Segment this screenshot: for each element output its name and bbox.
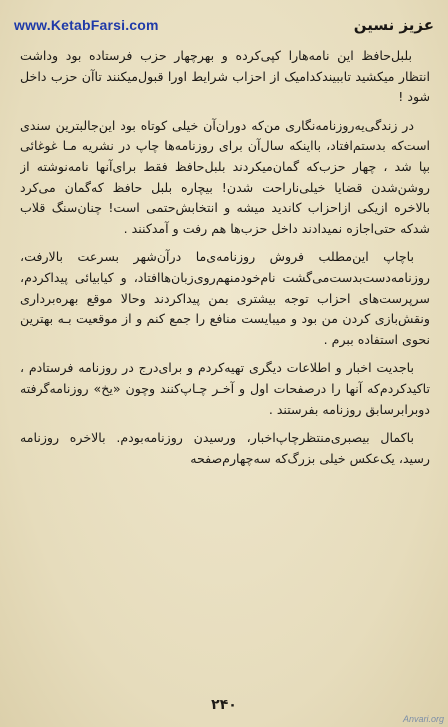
watermark: Anvari.org [402, 714, 444, 724]
author-name: عزیز نسین [353, 16, 434, 34]
page-number: ۲۴۰ [211, 697, 237, 713]
paragraph: بلبل‌حافظ این نامه‌هارا کپی‌کرده و بهرچهار حزب فرستاده بود وداشت انتظار میکشید تاببیندکدامیک از احزاب شرایط اورا قبول‌میکنند تاآن حزب داخل شود ! [20, 48, 430, 105]
site-url[interactable]: www.KetabFarsi.com [14, 17, 159, 33]
paragraph: باکمال بیصبری‌منتظر‌چاپ‌اخبار، ورسیدن روزنامه‌بودم. بالاخره روزنامه رسید، یک‌عکس خیلی بزرگ‌که سه‌چهارم‌صفحه [20, 430, 430, 466]
paragraph: در زندگی‌یه‌روزنامه‌نگاری من‌که دوران‌آن خیلی کوتاه بود این‌جالبترین سندی است‌که بدستم‌افتاد، بااینکه سال‌آن برای روزنامه‌ها چاپ در نشریه مـا غوغائی بپا شد ، چهار حزب‌که گمان‌میکردند بلبل‌حافظ فقط برای‌آنها نامه‌نوشته از روشن‌شدن قضایا خیلی‌ناراحت شدن! بیچاره بلبل حافظ که‌گمان می‌کرد بالاخره ازیکی ازاحزاب کاندید میشه و انتخابش‌حتمی است! چنان‌سنگ قلاب شدکه حتی‌اجازه نمیدادند داخل حزب‌ها هم رفت و آمدکنند . [20, 117, 430, 236]
page-body [20, 46, 430, 687]
paragraph: باجدیت اخبار و اطلاعات دیگری تهیه‌کردم و برای‌درج در روزنامه فرستادم ، تاکیدکردم‌که آنها را درصفحات اول و آخـر چـاپ‌کنند وچون «یخ» روزنامه‌گرفته دوبرابرسابق روزنامه بفرستند . [20, 360, 430, 417]
paragraph: باچاپ این‌مطلب فروش روزنامه‌ی‌ما در‌آن‌شهر بسرعت بالارفت، روزنامه‌دست‌بدست‌می‌گشت نام‌خودمنهم‌روی‌زبان‌ها‌افتاد، و کیا‌بیائی پیداکردم، سرپرست‌های احزاب توجه بیشتری بمن پیداکردند وحالا موقع بهره‌برداری ونقش‌بازی کردن من بود و میبایست منافع را جمع کنم و از موقعیت بـه بهترین نحوی استفاده ببرم . [20, 249, 430, 347]
page-header [14, 10, 434, 40]
